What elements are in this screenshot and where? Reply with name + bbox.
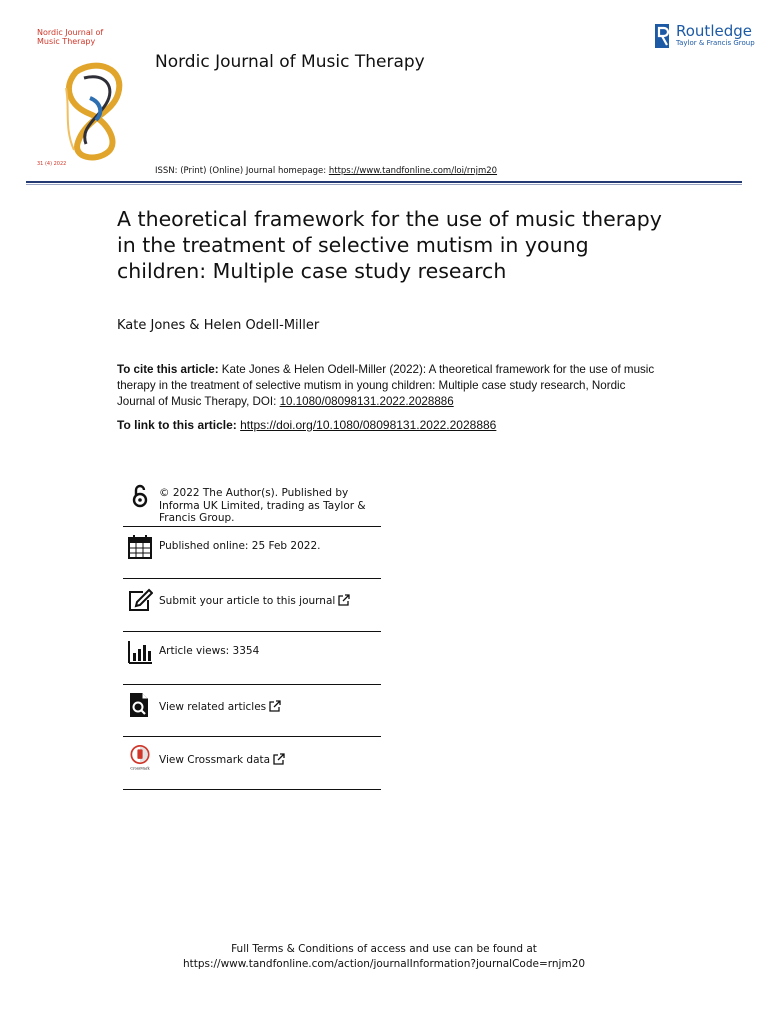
header-divider — [26, 181, 742, 183]
header-divider-thin — [26, 184, 742, 185]
citation-block — [117, 362, 657, 411]
terms-line: Full Terms & Conditions of access and use can be found at — [231, 943, 537, 955]
terms-footer — [0, 942, 768, 972]
issn-line — [155, 166, 497, 176]
divider — [123, 789, 381, 790]
divider — [123, 736, 381, 737]
crossmark-icon — [127, 745, 153, 771]
publisher-name: Routledge — [676, 22, 752, 40]
publisher-subtitle: Taylor & Francis Group — [676, 39, 755, 47]
cover-volume-text: 31 (4) 2022 — [37, 161, 67, 167]
document-search-icon — [127, 692, 153, 718]
issn-prefix: ISSN: (Print) (Online) Journal homepage: — [155, 166, 329, 176]
cover-journal-label: Nordic Journal of Music Therapy — [37, 28, 104, 46]
external-link-icon — [338, 594, 350, 606]
journal-title: Nordic Journal of Music Therapy — [155, 52, 425, 72]
divider — [123, 684, 381, 685]
article-authors: Kate Jones & Helen Odell-Miller — [117, 318, 320, 333]
external-link-icon — [273, 753, 285, 765]
article-views-text: Article views: 3354 — [159, 645, 260, 657]
license-text: © 2022 The Author(s). Published by Informa UK Limited, trading as Taylor & Francis Group. — [159, 487, 366, 524]
svg-text:CrossMark: CrossMark — [130, 766, 150, 771]
terms-url[interactable]: https://www.tandfonline.com/action/journalInformation?journalCode=rnjm20 — [182, 958, 586, 970]
related-articles-link[interactable]: View related articles — [159, 700, 383, 714]
submit-article-row[interactable] — [123, 594, 381, 620]
citation-label: To cite this article: — [117, 363, 219, 376]
article-link-line — [117, 418, 496, 432]
related-articles-row[interactable] — [123, 700, 381, 726]
journal-homepage-link[interactable]: https://www.tandfonline.com/loi/rnjm20 — [328, 166, 498, 176]
calendar-icon — [127, 534, 153, 560]
bar-chart-icon — [127, 639, 153, 665]
divider — [123, 526, 381, 527]
doi-link[interactable]: 10.1080/08098131.2022.2028886 — [279, 395, 454, 409]
crossmark-row[interactable] — [123, 753, 381, 779]
divider — [123, 631, 381, 632]
open-access-row — [123, 487, 381, 527]
crossmark-link[interactable]: View Crossmark data — [159, 753, 383, 767]
divider — [123, 578, 381, 579]
published-date-text: Published online: 25 Feb 2022. — [159, 540, 321, 552]
cover-artwork-image — [56, 58, 132, 164]
external-link-icon — [269, 700, 281, 712]
submit-article-link[interactable]: Submit your article to this journal — [159, 594, 383, 608]
article-views-row — [123, 645, 381, 671]
article-title: A theoretical framework for the use of music therapy in the treatment of selective mutism in young children: Multiple case study research — [117, 207, 662, 283]
citation-text: Kate Jones & Helen Odell-Miller (2022): A theoretical framework for the use of music therapy in the treatment of selective mutism in young children: Multiple case study research, Nordic Journal of Music Therapy, DOI: — [117, 363, 655, 409]
published-row — [123, 540, 381, 566]
article-link-label: To link to this article: — [117, 418, 241, 432]
open-access-icon — [127, 483, 153, 509]
article-url-link[interactable]: https://doi.org/10.1080/08098131.2022.2028886 — [240, 418, 497, 432]
edit-icon — [127, 588, 153, 614]
routledge-logo-icon — [653, 22, 673, 50]
